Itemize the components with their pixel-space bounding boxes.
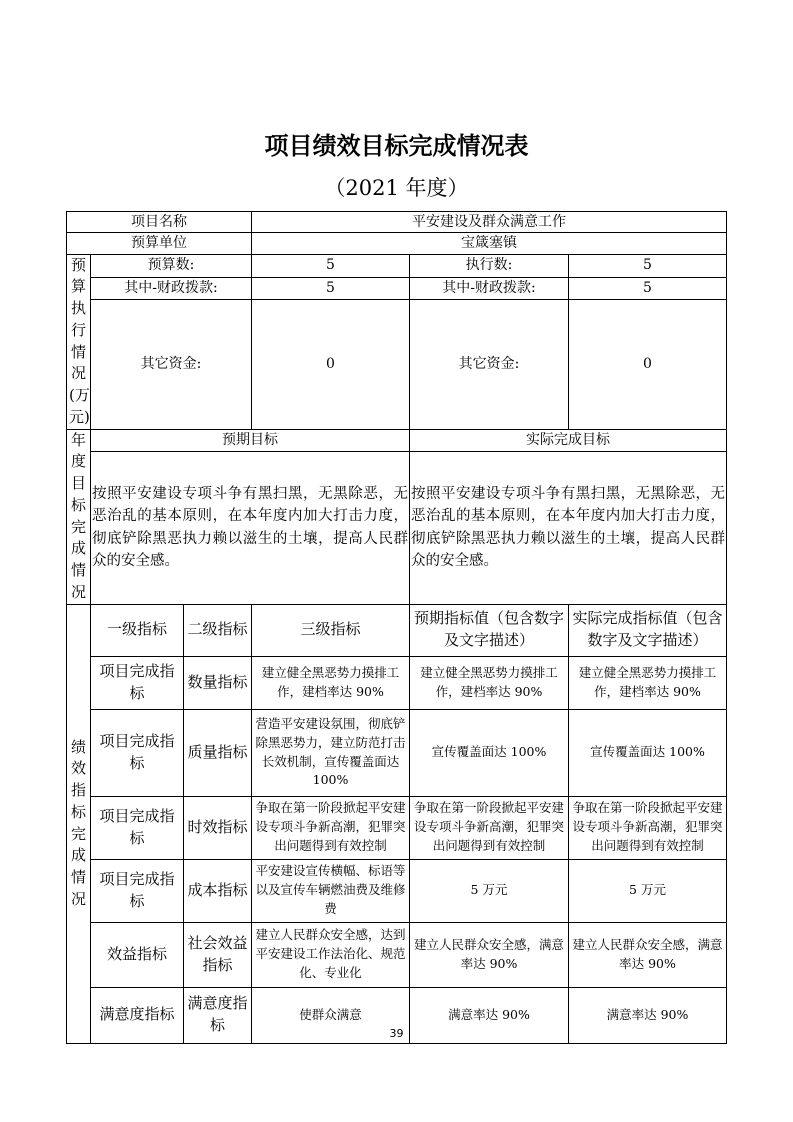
level1-cell: 效益指标 [91, 922, 184, 987]
expected-value-cell: 满意率达 90% [410, 987, 569, 1043]
budget-unit-value: 宝箴塞镇 [252, 233, 727, 254]
level2-cell: 满意度指标 [184, 987, 252, 1043]
actual-value-cell: 宣传覆盖面达 100% [569, 709, 727, 796]
level1-cell: 项目完成指标 [91, 656, 184, 709]
expected-target-header: 预期目标 [91, 429, 410, 452]
other-exec-value: 0 [569, 300, 727, 429]
budget-unit-label: 预算单位 [67, 233, 252, 254]
annual-header-row [67, 429, 727, 452]
budget-row [67, 254, 727, 277]
actual-target-text: 按照平安建设专项斗争有黑扫黑，无黑除恶，无恶治乱的基本原则，在本年度内加大打击力度，彻底铲除黑恶执力赖以滋生的土壤，提高人民群众的安全感。 [410, 452, 727, 604]
annual-side-label: 年 度 目 标 完 成 情 况 [67, 429, 91, 604]
budget-unit-row [67, 233, 727, 254]
level3-cell: 争取在第一阶段掀起平安建设专项斗争新高潮，犯罪突出问题得到有效控制 [252, 796, 410, 859]
page-subtitle: （2021 年度） [324, 176, 469, 200]
expected-value-cell: 争取在第一阶段掀起平安建设专项斗争新高潮，犯罪突出问题得到有效控制 [410, 796, 569, 859]
indicator-row [67, 922, 727, 987]
indicator-row [67, 796, 727, 859]
page-title: 项目绩效目标完成情况表 [264, 132, 529, 160]
level3-cell: 营造平安建设氛围，彻底铲除黑恶势力，建立防范打击长效机制，宣传覆盖面达 100% [252, 709, 410, 796]
expected-value-cell: 5 万元 [410, 859, 569, 922]
expected-target-text: 按照平安建设专项斗争有黑扫黑，无黑除恶，无恶治乱的基本原则，在本年度内加大打击力度，彻底铲除黑恶执力赖以滋生的土壤，提高人民群众的安全感。 [91, 452, 410, 604]
level3-header: 三级指标 [252, 604, 410, 656]
performance-table [66, 211, 727, 1044]
level1-header: 一级指标 [91, 604, 184, 656]
level2-cell: 社会效益指标 [184, 922, 252, 987]
indicator-header-row [67, 604, 727, 656]
fiscal-value: 5 [252, 277, 410, 300]
fiscal-row [67, 277, 727, 300]
level3-cell: 使群众满意 [252, 987, 410, 1043]
level2-cell: 数量指标 [184, 656, 252, 709]
indicator-row [67, 656, 727, 709]
actual-value-header: 实际完成指标值（包含数字及文字描述） [569, 604, 727, 656]
level1-cell: 项目完成指标 [91, 796, 184, 859]
indicator-row [67, 709, 727, 796]
budget-side-label: 预 算 执 行 情 况 (万 元) [67, 254, 91, 429]
project-name-label: 项目名称 [67, 212, 252, 233]
indicator-row [67, 859, 727, 922]
actual-value-cell: 争取在第一阶段掀起平安建设专项斗争新高潮，犯罪突出问题得到有效控制 [569, 796, 727, 859]
annual-text-row [67, 452, 727, 604]
level1-cell: 项目完成指标 [91, 859, 184, 922]
level1-cell: 满意度指标 [91, 987, 184, 1043]
exec-amount-value: 5 [569, 254, 727, 277]
project-name-row [67, 212, 727, 233]
actual-value-cell: 建立人民群众安全感，满意率达 90% [569, 922, 727, 987]
fiscal-exec-value: 5 [569, 277, 727, 300]
level2-cell: 成本指标 [184, 859, 252, 922]
expected-value-cell: 建立人民群众安全感，满意率达 90% [410, 922, 569, 987]
indicator-side-label: 绩 效 指 标 完 成 情 况 [67, 604, 91, 1043]
fiscal-exec-label: 其中-财政拨款: [410, 277, 569, 300]
expected-value-header: 预期指标值（包含数字及文字描述） [410, 604, 569, 656]
actual-value-cell: 满意率达 90% [569, 987, 727, 1043]
expected-value-cell: 建立健全黑恶势力摸排工作，建档率达 90% [410, 656, 569, 709]
actual-value-cell: 建立健全黑恶势力摸排工作，建档率达 90% [569, 656, 727, 709]
level2-cell: 时效指标 [184, 796, 252, 859]
actual-target-header: 实际完成目标 [410, 429, 727, 452]
budget-amount-label: 预算数: [91, 254, 252, 277]
page-number: 39 [389, 1027, 404, 1040]
expected-value-cell: 宣传覆盖面达 100% [410, 709, 569, 796]
level3-cell: 建立健全黑恶势力摸排工作，建档率达 90% [252, 656, 410, 709]
other-funds-label: 其它资金: [91, 300, 252, 429]
other-funds-row [67, 300, 727, 429]
fiscal-label: 其中-财政拨款: [91, 277, 252, 300]
level3-cell: 建立人民群众安全感，达到平安建设工作法治化、规范化、专业化 [252, 922, 410, 987]
other-funds-value: 0 [252, 300, 410, 429]
exec-amount-label: 执行数: [410, 254, 569, 277]
project-name-value: 平安建设及群众满意工作 [252, 212, 727, 233]
budget-amount-value: 5 [252, 254, 410, 277]
level2-header: 二级指标 [184, 604, 252, 656]
level2-cell: 质量指标 [184, 709, 252, 796]
other-exec-label: 其它资金: [410, 300, 569, 429]
actual-value-cell: 5 万元 [569, 859, 727, 922]
level3-cell: 平安建设宣传横幅、标语等以及宣传车辆燃油费及维修费 [252, 859, 410, 922]
level1-cell: 项目完成指标 [91, 709, 184, 796]
